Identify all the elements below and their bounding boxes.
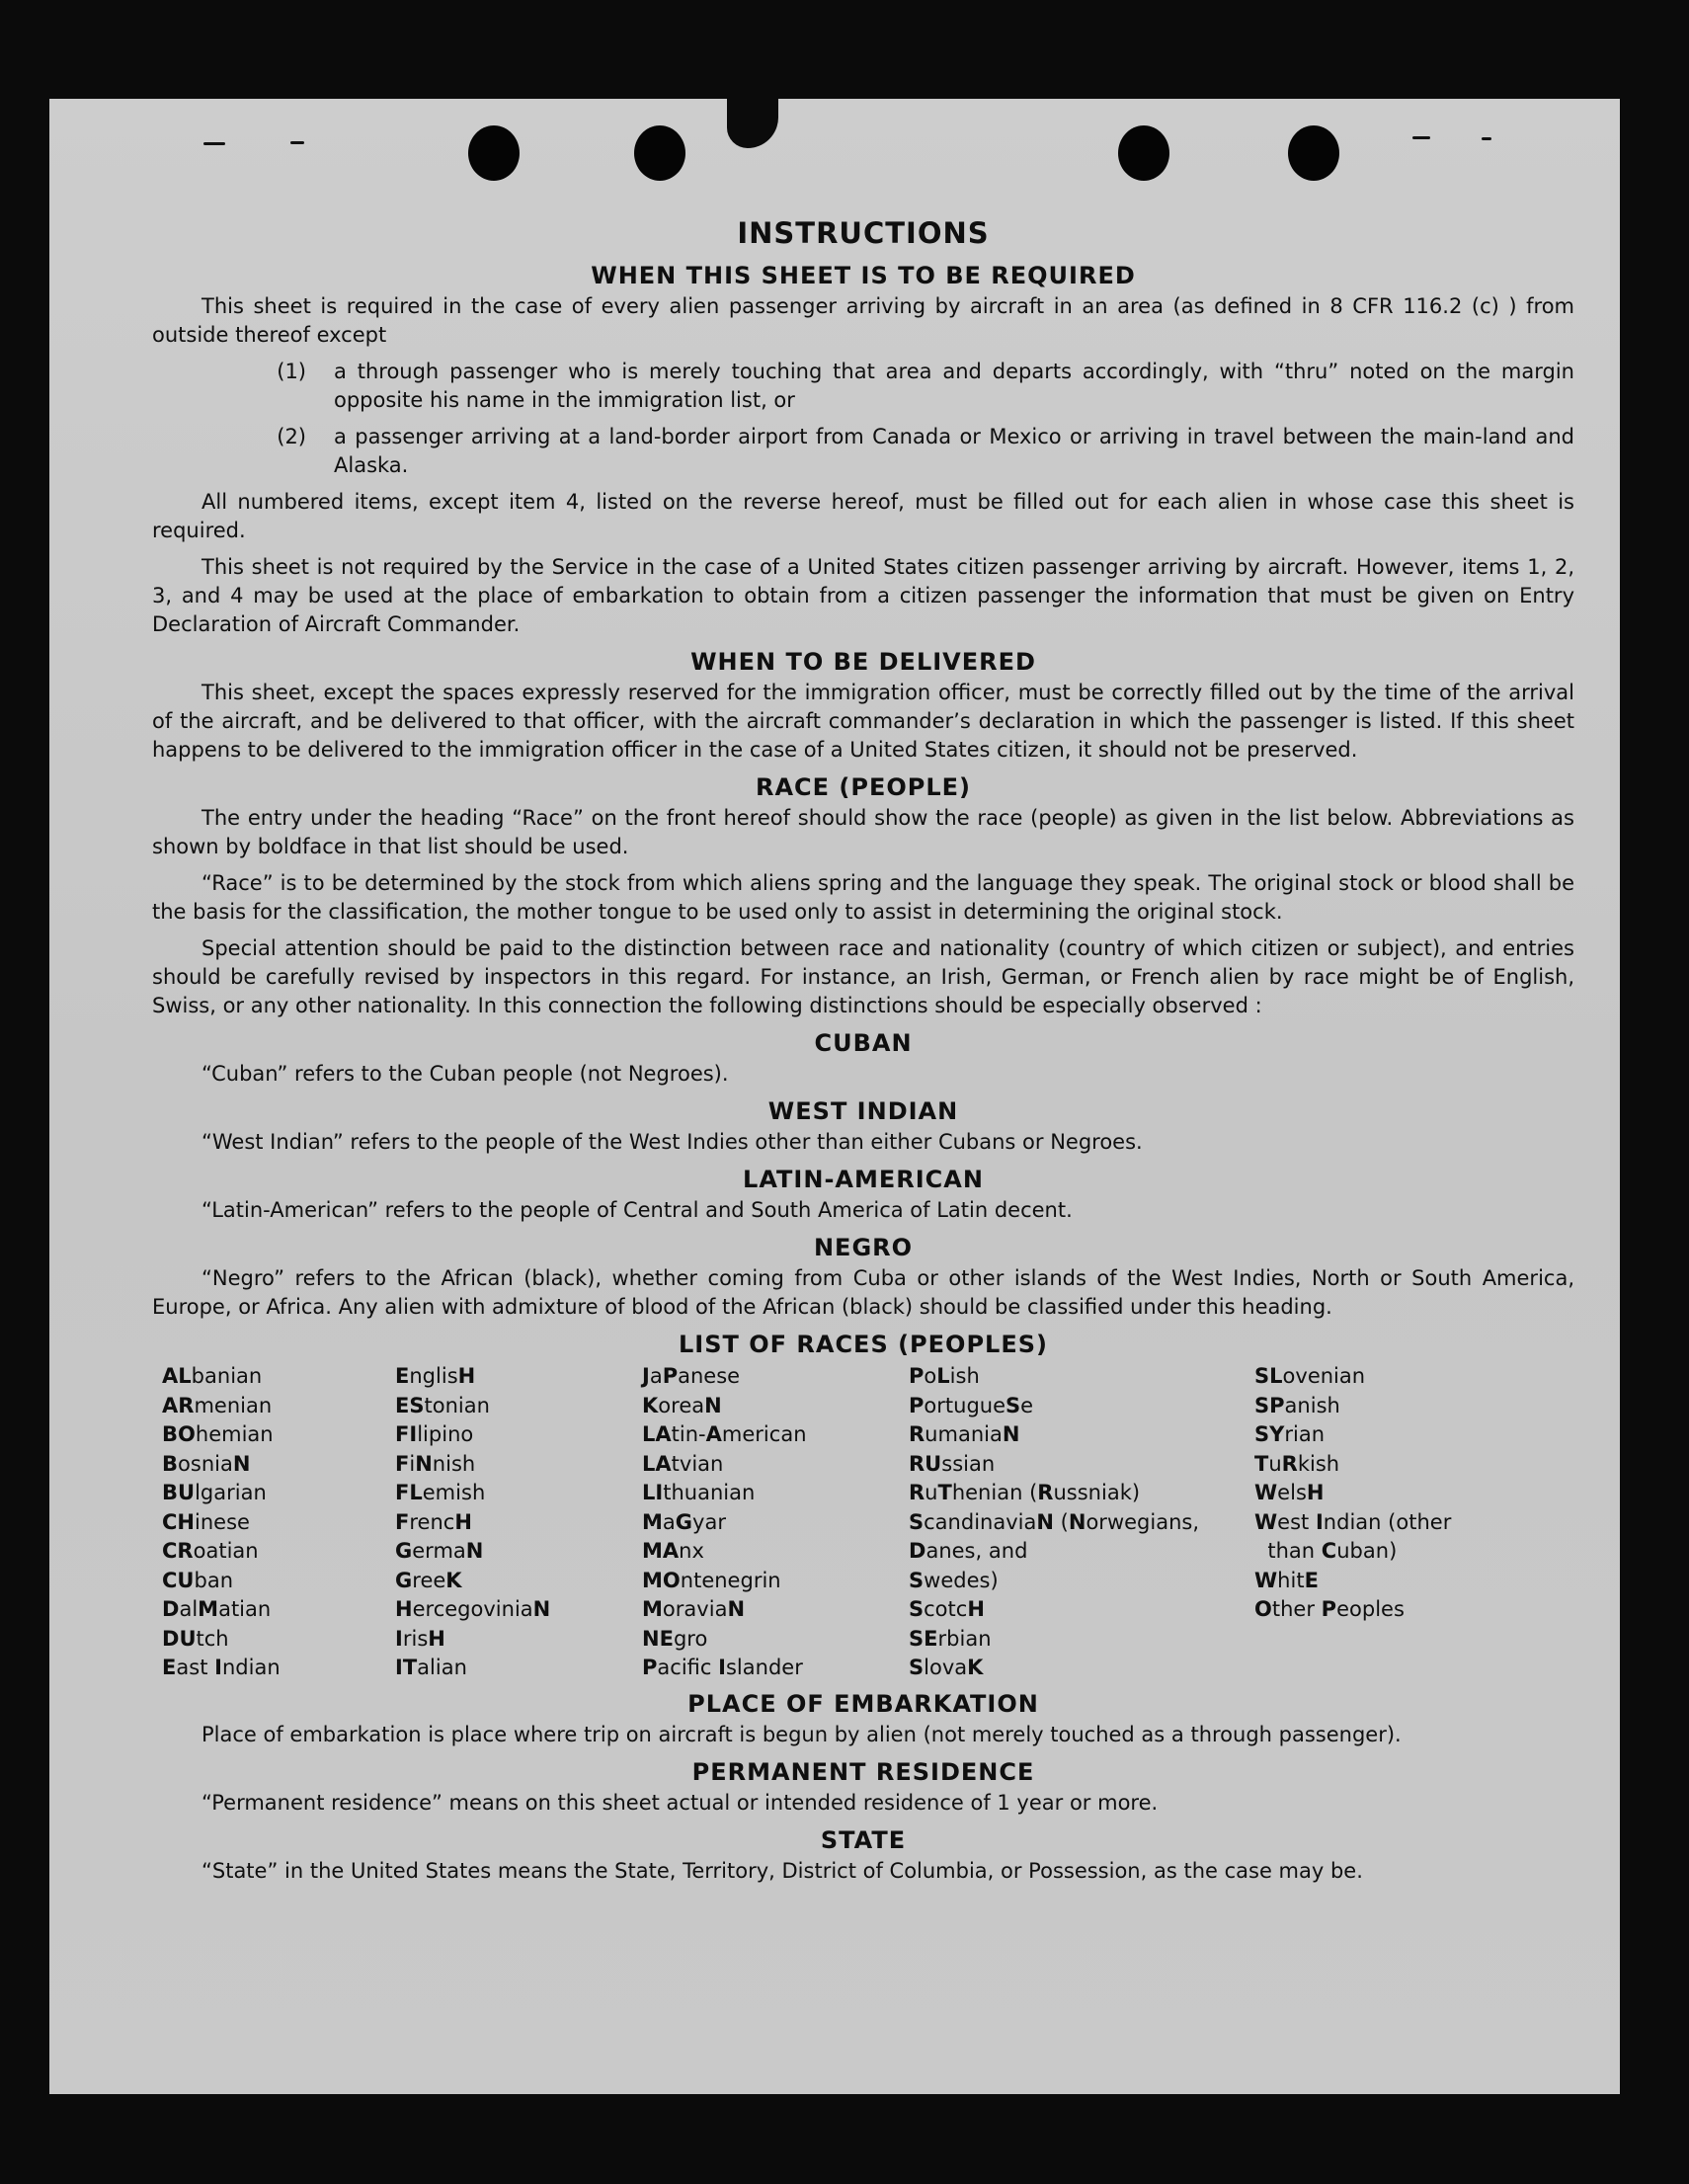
race-paragraph-1: The entry under the heading “Race” on the front hereof should show the race (people) as given in the list below. Abbreviations as shown by boldface in that list should be used. <box>152 806 1574 858</box>
race-entry: HercegoviniaN <box>395 1597 551 1621</box>
race-entry: Swedes) <box>909 1568 999 1592</box>
race-entry: Danes, and <box>909 1539 1028 1563</box>
race-entry: KoreaN <box>642 1393 722 1417</box>
permanent-residence-text: “Permanent residence” means on this sheet actual or intended residence of 1 year or more. <box>201 1790 1159 1815</box>
negro-text: “Negro” refers to the African (black), whether coming from Cuba or other islands of the West Indies, North or South America, Europe, or Africa. Any alien with admixture of blood of the African (black) should be classified under this heading. <box>152 1266 1574 1319</box>
exception-number: (1) <box>277 360 306 383</box>
when-delivered-text: This sheet, except the spaces expressly reserved for the immigration officer, must be correctly filled out by the time of the arrival of the aircraft, and be delivered to that officer, with the aircraft commander’s declaration in which the passenger is listed. If this sheet happens to be delivered to the immigration officer in the case of a United States citizen, it should not be preserved. <box>152 681 1574 762</box>
race-entry: PoLish <box>909 1364 980 1388</box>
race-entry: East Indian <box>162 1656 281 1679</box>
west-indian-text: “West Indian” refers to the people of the West Indies other than either Cubans or Negroes. <box>201 1130 1143 1154</box>
race-entry: RuThenian (Russniak) <box>909 1481 1141 1504</box>
when-required-intro: This sheet is required in the case of every alien passenger arriving by aircraft in an area (as defined in 8 CFR 116.2 (c) ) from outside thereof except <box>152 294 1574 347</box>
heading-cuban: CUBAN <box>814 1029 913 1057</box>
races-column <box>909 1362 1254 1683</box>
numbered-items-paragraph: All numbered items, except item 4, listed on the reverse hereof, must be filled out for each alien in whose case this sheet is required. <box>152 490 1574 542</box>
race-entry: SlovaK <box>909 1656 984 1679</box>
race-entry: ScandinaviaN (Norwegians, <box>909 1509 1200 1534</box>
race-paragraph-2: “Race” is to be determined by the stock from which aliens spring and the language they speak. The original stock or blood shall be the basis for the classification, the mother tongue to be used only to assist in determining the original stock. <box>152 871 1574 924</box>
ink-speck <box>290 141 304 144</box>
heading-state: STATE <box>820 1825 907 1854</box>
race-entry: SLovenian <box>1254 1364 1366 1388</box>
heading-place-of-embarkation: PLACE OF EMBARKATION <box>687 1689 1039 1718</box>
race-entry: FIlipino <box>395 1422 474 1446</box>
torn-corner <box>727 97 778 148</box>
race-entry: NEgro <box>642 1626 708 1651</box>
race-entry: LAtin-American <box>642 1422 807 1446</box>
race-entry: CHinese <box>162 1509 250 1534</box>
races-column <box>395 1362 642 1683</box>
punch-hole <box>634 125 685 181</box>
race-entry: ITalian <box>395 1656 467 1679</box>
exception-item <box>152 423 1574 480</box>
race-entry: EStonian <box>395 1393 490 1417</box>
ink-speck <box>203 142 225 145</box>
race-entry: than Cuban) <box>1267 1539 1398 1563</box>
state-text: “State” in the United States means the State, Territory, District of Columbia, or Possession, as the case may be. <box>201 1858 1363 1883</box>
page-title: INSTRUCTIONS <box>737 216 990 250</box>
race-entry: LIthuanian <box>642 1481 756 1504</box>
races-column <box>642 1362 909 1683</box>
race-entry: SErbian <box>909 1626 992 1651</box>
race-entry: BUlgarian <box>162 1481 267 1504</box>
race-entry: MaGyar <box>642 1509 726 1534</box>
race-entry: DalMatian <box>162 1597 272 1621</box>
heading-list-of-races: LIST OF RACES (PEOPLES) <box>679 1331 1048 1358</box>
place-of-embarkation-text: Place of embarkation is place where trip on aircraft is begun by alien (not merely touched as a through passenger). <box>201 1722 1402 1746</box>
race-entry: West Indian (other <box>1254 1509 1452 1534</box>
heading-when-delivered: WHEN TO BE DELIVERED <box>690 648 1036 676</box>
race-entry: WhitE <box>1254 1568 1319 1592</box>
race-entry: JaPanese <box>642 1364 741 1388</box>
cuban-text: “Cuban” refers to the Cuban people (not Negroes). <box>201 1062 729 1086</box>
race-entry: WelsH <box>1254 1481 1325 1504</box>
instructions-content <box>152 215 1574 1894</box>
heading-permanent-residence: PERMANENT RESIDENCE <box>691 1757 1035 1786</box>
race-entry: FiNnish <box>395 1451 476 1476</box>
heading-latin-american: LATIN-AMERICAN <box>743 1166 984 1193</box>
exception-text: a through passenger who is merely touching that area and departs accordingly, with “thru” noted on the margin opposite his name in the immigration list, or <box>334 360 1574 412</box>
latin-american-text: “Latin-American” refers to the people of Central and South America of Latin decent. <box>201 1198 1073 1222</box>
exception-item <box>152 358 1574 415</box>
punch-hole <box>1288 125 1339 181</box>
race-entry: BOhemian <box>162 1422 274 1446</box>
race-entry: Other Peoples <box>1254 1597 1405 1621</box>
races-column <box>162 1362 395 1683</box>
race-entry: PortugueSe <box>909 1393 1034 1417</box>
races-list <box>162 1362 1574 1683</box>
race-entry: FLemish <box>395 1481 486 1504</box>
heading-race: RACE (PEOPLE) <box>755 773 972 801</box>
heading-west-indian: WEST INDIAN <box>767 1097 959 1125</box>
race-entry: LAtvian <box>642 1451 724 1476</box>
race-entry: IrisH <box>395 1626 445 1651</box>
race-entry: ARmenian <box>162 1393 273 1417</box>
race-entry: CUban <box>162 1568 234 1592</box>
punch-hole <box>468 125 520 181</box>
race-entry: BosniaN <box>162 1451 251 1476</box>
race-entry: GermaN <box>395 1539 484 1563</box>
race-entry: CRoatian <box>162 1539 259 1563</box>
races-column <box>1254 1362 1551 1683</box>
race-entry: DUtch <box>162 1626 229 1651</box>
race-entry: GreeK <box>395 1568 462 1592</box>
document-sheet <box>49 99 1620 2094</box>
ink-speck <box>1412 136 1430 139</box>
ink-speck <box>1482 137 1491 140</box>
heading-negro: NEGRO <box>813 1234 914 1261</box>
race-entry: SPanish <box>1254 1393 1340 1417</box>
race-entry: TuRkish <box>1254 1451 1340 1476</box>
heading-when-required: WHEN THIS SHEET IS TO BE REQUIRED <box>591 262 1136 289</box>
race-entry: RumaniaN <box>909 1422 1020 1446</box>
race-entry: MoraviaN <box>642 1597 746 1621</box>
race-entry: MOntenegrin <box>642 1568 781 1592</box>
exception-number: (2) <box>277 425 306 448</box>
race-entry: RUssian <box>909 1451 996 1476</box>
race-paragraph-3: Special attention should be paid to the distinction between race and nationality (country of which citizen or subject), and entries should be carefully revised by inspectors in this regard. For instance, an Irish, German, or French alien by race might be of English, Swiss, or any other nationality. In this connection the following distinctions should be especially observed : <box>152 936 1574 1017</box>
citizen-paragraph: This sheet is not required by the Service in the case of a United States citizen passenger arriving by aircraft. However, items 1, 2, 3, and 4 may be used at the place of embarkation to obtain from a citizen passenger the information that must be given on Entry Declaration of Aircraft Commander. <box>152 555 1574 636</box>
punch-hole <box>1118 125 1169 181</box>
race-entry: SYrian <box>1254 1422 1326 1446</box>
race-entry: FrencH <box>395 1509 472 1534</box>
race-entry: MAnx <box>642 1539 704 1563</box>
exception-text: a passenger arriving at a land-border airport from Canada or Mexico or arriving in travel between the main-land and Alaska. <box>334 425 1574 477</box>
race-entry: ALbanian <box>162 1364 263 1388</box>
race-entry: ScotcH <box>909 1597 985 1621</box>
race-entry: Pacifc Islander <box>642 1656 803 1679</box>
race-entry: EnglisH <box>395 1364 476 1388</box>
